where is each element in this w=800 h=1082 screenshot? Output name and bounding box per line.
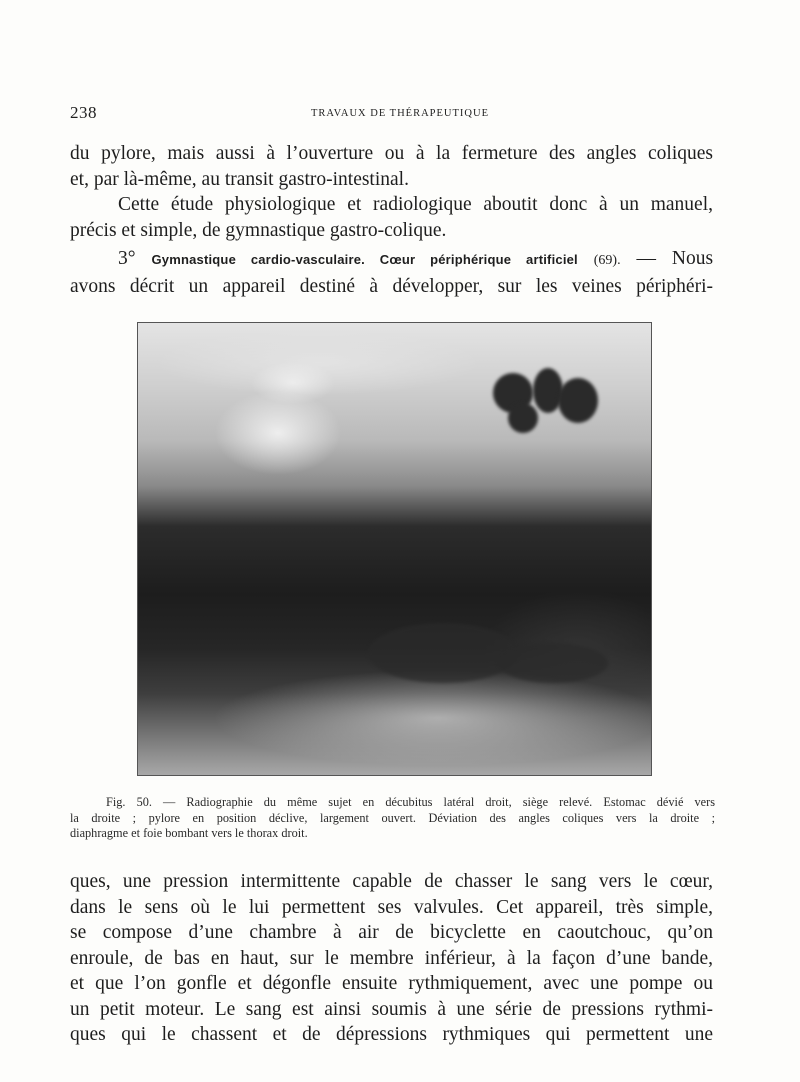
text-line: un petit moteur. Le sang est ainsi soumis à une série de pressions rythmi- bbox=[70, 998, 713, 1020]
text-line: du pylore, mais aussi à l’ouverture ou à la fermeture des angles coliques bbox=[70, 143, 713, 164]
caption-line: diaphragme et foie bombant vers le thorax droit. bbox=[70, 826, 308, 840]
colon-shadow bbox=[368, 623, 518, 683]
text-line: et que l’on gonfle et dégonfle ensuite rythmiquement, avec une pompe ou bbox=[70, 973, 713, 994]
stomach-shadow bbox=[558, 378, 598, 423]
section-number: 3° bbox=[118, 248, 136, 269]
radiograph-figure bbox=[137, 322, 652, 776]
stomach-shadow bbox=[508, 403, 538, 433]
paragraph-2 bbox=[70, 192, 713, 243]
text-line: se compose d’une chambre à air de bicyclette en caoutchouc, qu’on bbox=[70, 922, 713, 943]
text-fragment: — Nous bbox=[636, 248, 714, 269]
text-line: ques qui le chassent et de dépressions rythmiques qui permettent une bbox=[70, 1024, 713, 1045]
text-line: précis et simple, de gymnastique gastro-colique. bbox=[70, 219, 447, 241]
colon-shadow bbox=[498, 643, 608, 683]
caption-line: Fig. 50. — Radiographie du même sujet en décubitus latéral droit, siège relevé. Estomac dévié vers bbox=[106, 795, 715, 809]
section-3-paragraph bbox=[70, 246, 713, 299]
page-number: 238 bbox=[70, 103, 97, 122]
text-line: enroule, de bas en haut, sur le membre inférieur, à la façon d’une bande, bbox=[70, 947, 713, 969]
caption-line: la droite ; pylore en position déclive, largement ouvert. Déviation des angles coliques vers la droite ; bbox=[70, 810, 715, 825]
text-line: Cette étude physiologique et radiologique aboutit donc à un manuel, bbox=[118, 194, 713, 215]
bibliographic-reference: (69). bbox=[593, 253, 621, 268]
running-head: TRAVAUX DE THÉRAPEUTIQUE bbox=[310, 108, 489, 119]
paragraph-4 bbox=[70, 869, 713, 1048]
text-line: dans le sens où le lui permettent ses valvules. Cet appareil, très simple, bbox=[70, 896, 713, 918]
section-heading: Gymnastique cardio-vasculaire. Cœur périphérique artificiel bbox=[151, 252, 578, 267]
text-line: avons décrit un appareil destiné à développer, sur les veines périphéri- bbox=[70, 275, 713, 297]
text-line: ques, une pression intermittente capable de chasser le sang vers le cœur, bbox=[70, 871, 713, 892]
section-3-first-line bbox=[70, 246, 713, 274]
paragraph-1 bbox=[70, 141, 713, 192]
figure-caption bbox=[70, 795, 715, 842]
text-line: et, par là-même, au transit gastro-intestinal. bbox=[70, 168, 409, 190]
